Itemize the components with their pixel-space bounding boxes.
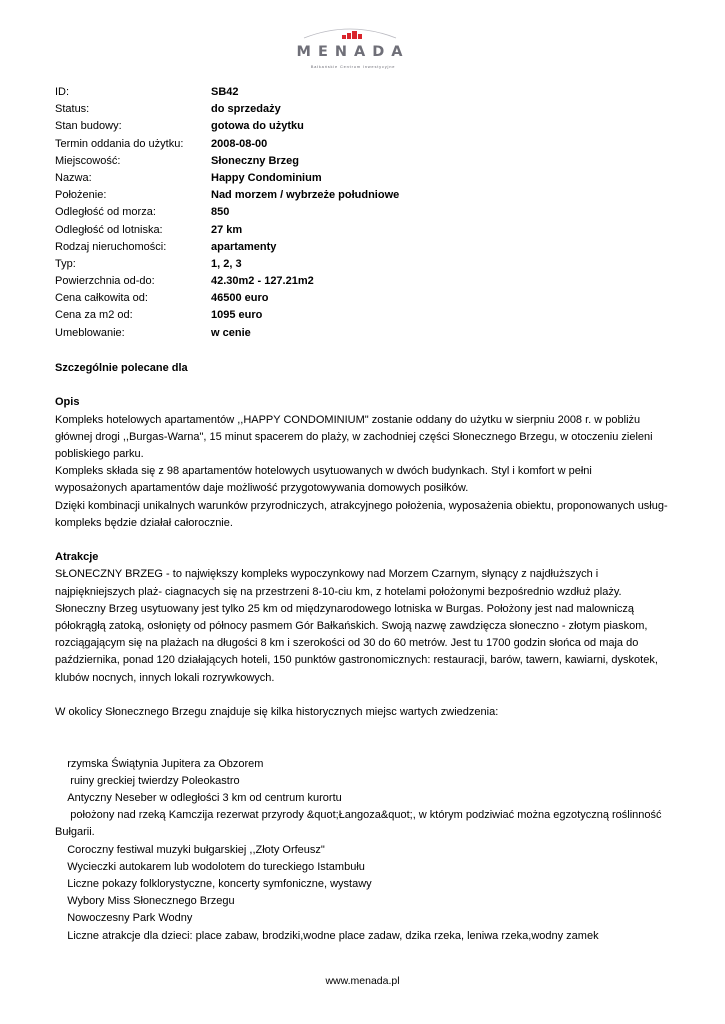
detail-value: 2008-08-00 bbox=[211, 137, 268, 150]
opis-line: Dzięki kombinacji unikalnych warunków przyrodniczych, atrakcyjnego położenia, wyposażenia obiektu, proponowanych usług- bbox=[55, 499, 668, 512]
detail-row bbox=[55, 307, 675, 324]
detail-value: 1095 euro bbox=[211, 309, 263, 322]
opis-heading: Opis bbox=[55, 396, 80, 409]
attraction-item: ruiny greckiej twierdzy Poleokastro bbox=[55, 774, 240, 787]
detail-label: Rodzaj nieruchomości: bbox=[55, 240, 167, 253]
detail-row bbox=[55, 290, 675, 307]
attraction-item: Wybory Miss Słonecznego Brzegu bbox=[55, 895, 235, 908]
detail-value: 1, 2, 3 bbox=[211, 257, 242, 270]
detail-value: Happy Condominium bbox=[211, 171, 322, 184]
opis-line: Kompleks hotelowych apartamentów ,,HAPPY CONDOMINIUM" zostanie oddany do użytku w sierpniu 2008 r. w pobliżu bbox=[55, 413, 641, 426]
detail-value: SB42 bbox=[211, 86, 239, 98]
detail-row bbox=[55, 325, 675, 342]
atrakcje-line: klubów nocnych, innych lokali rozrywkowych. bbox=[55, 671, 275, 684]
opis-section bbox=[55, 412, 675, 532]
attractions-list bbox=[55, 756, 675, 945]
detail-label: Termin oddania do użytku: bbox=[55, 137, 184, 150]
opis-line: Kompleks składa się z 98 apartamentów hotelowych usytuowanych w dwóch budynkach. Styl i komfort w pełni bbox=[55, 465, 592, 478]
atrakcje-line: półokrągłą zatoką, osłonięty od północy pasmem Gór Bałkańskich. Swoją nazwę zawdzięcza słoneczno - złotym piaskom, bbox=[55, 620, 648, 633]
detail-label: Status: bbox=[55, 103, 90, 116]
atrakcje-line: Słoneczny Brzeg usytuowany jest tylko 25 km od międzynarodowego lotniska w Burgas. Położony jest nad malowniczą bbox=[55, 602, 635, 615]
detail-label: Umeblowanie: bbox=[55, 326, 125, 339]
atrakcje-line: najpiękniejszych plaż- ciagnacych się na przestrzeni 8-10-ciu km, z hotelami położonymi bezpośrednio wzdłuż plaży. bbox=[55, 585, 622, 598]
detail-value: w cenie bbox=[211, 326, 251, 339]
opis-line: kompleks będzie działał całorocznie. bbox=[55, 516, 233, 529]
detail-value: apartamenty bbox=[211, 240, 277, 253]
detail-value: 42.30m2 - 127.21m2 bbox=[211, 275, 314, 288]
detail-value: 850 bbox=[211, 206, 230, 219]
detail-row bbox=[55, 256, 675, 273]
detail-value: Słoneczny Brzeg bbox=[211, 154, 300, 167]
attraction-item: rzymska Świątynia Jupitera za Obzorem bbox=[55, 757, 264, 770]
detail-label: Nazwa: bbox=[55, 171, 92, 184]
atrakcje-heading: Atrakcje bbox=[55, 551, 99, 564]
detail-row bbox=[55, 153, 675, 170]
detail-row bbox=[55, 222, 675, 239]
detail-row bbox=[55, 170, 675, 187]
detail-label: Stan budowy: bbox=[55, 120, 122, 133]
logo-tagline: Bałkańskie Centrum Inwestycyjne bbox=[310, 64, 396, 69]
detail-value: 27 km bbox=[211, 223, 243, 236]
detail-row bbox=[55, 118, 675, 135]
detail-value: gotowa do użytku bbox=[211, 120, 304, 133]
opis-line: głównej drogi ,,Burgas-Warna", 15 minut spacerem do plaży, w zachodniej części Słonecznego Brzegu, w otoczeniu zieleni bbox=[55, 430, 653, 443]
attraction-item: położony nad rzeką Kamczija rezerwat przyrody &quot;Łangoza&quot;, w którym podziwiać można egzotyczną roślinność bbox=[55, 809, 662, 822]
detail-value: do sprzedaży bbox=[211, 103, 281, 116]
logo-name: MENADA bbox=[296, 44, 410, 60]
detail-label: Cena za m2 od: bbox=[55, 309, 133, 322]
recommended-heading: Szczególnie polecane dla bbox=[55, 362, 188, 374]
footer-url: www.menada.pl bbox=[325, 975, 400, 987]
property-details bbox=[55, 84, 675, 342]
attraction-item: Coroczny festiwal muzyki bułgarskiej ,,Złoty Orfeusz" bbox=[55, 843, 325, 856]
detail-label: Odległość od morza: bbox=[55, 206, 156, 219]
detail-row bbox=[55, 204, 675, 221]
detail-row bbox=[55, 187, 675, 204]
detail-label: Cena całkowita od: bbox=[55, 292, 148, 305]
detail-label: Położenie: bbox=[55, 189, 107, 202]
opis-line: wyposażonych apartamentów daje możliwość przygotowywania domowych posiłków. bbox=[55, 482, 469, 495]
attraction-item: Wycieczki autokarem lub wodolotem do tureckiego Istambułu bbox=[55, 860, 365, 873]
menada-logo bbox=[290, 24, 410, 72]
atrakcje-line: rozciągającym się na plażach na długości 8 km i szerokości od 30 do 60 metrów. Jest tu 1700 godzin słońca od maja do bbox=[55, 637, 639, 650]
detail-label: Powierzchnia od-do: bbox=[55, 275, 155, 288]
detail-label: Odległość od lotniska: bbox=[55, 223, 163, 236]
detail-row bbox=[55, 273, 675, 290]
detail-label: Miejscowość: bbox=[55, 154, 121, 167]
attraction-item: Liczne atrakcje dla dzieci: place zabaw, brodziki,wodne place zadaw, dzika rzeka, leniwa rzeka,wodny zamek bbox=[55, 929, 599, 942]
attraction-item: Nowoczesny Park Wodny bbox=[55, 912, 193, 925]
detail-row bbox=[55, 101, 675, 118]
atrakcje-line: SŁONECZNY BRZEG - to największy kompleks wypoczynkowy nad Morzem Czarnym, słynący z najdłuższych i bbox=[55, 568, 599, 581]
detail-row bbox=[55, 136, 675, 153]
detail-label: ID: bbox=[55, 86, 70, 98]
detail-value: 46500 euro bbox=[211, 292, 269, 305]
detail-label: Typ: bbox=[55, 257, 76, 270]
atrakcje-line: października, ponad 120 działających hoteli, 150 punktów gastronomicznych: restauracji, barów, tawern, kawiarni, dyskotek, bbox=[55, 654, 658, 667]
attraction-item: Bułgarii. bbox=[55, 826, 95, 839]
detail-value: Nad morzem / wybrzeże południowe bbox=[211, 189, 400, 202]
document-body bbox=[55, 360, 675, 945]
detail-row bbox=[55, 84, 675, 101]
attraction-item: Antyczny Neseber w odległości 3 km od centrum kurortu bbox=[55, 792, 342, 804]
attraction-item: Liczne pokazy folklorystyczne, koncerty symfoniczne, wystawy bbox=[55, 878, 372, 891]
opis-line: pobliskiego parku. bbox=[55, 448, 144, 460]
detail-row bbox=[55, 239, 675, 256]
vicinity-text: W okolicy Słonecznego Brzegu znajduje się kilka historycznych miejsc wartych zwiedzenia: bbox=[55, 706, 499, 719]
atrakcje-section bbox=[55, 566, 675, 686]
